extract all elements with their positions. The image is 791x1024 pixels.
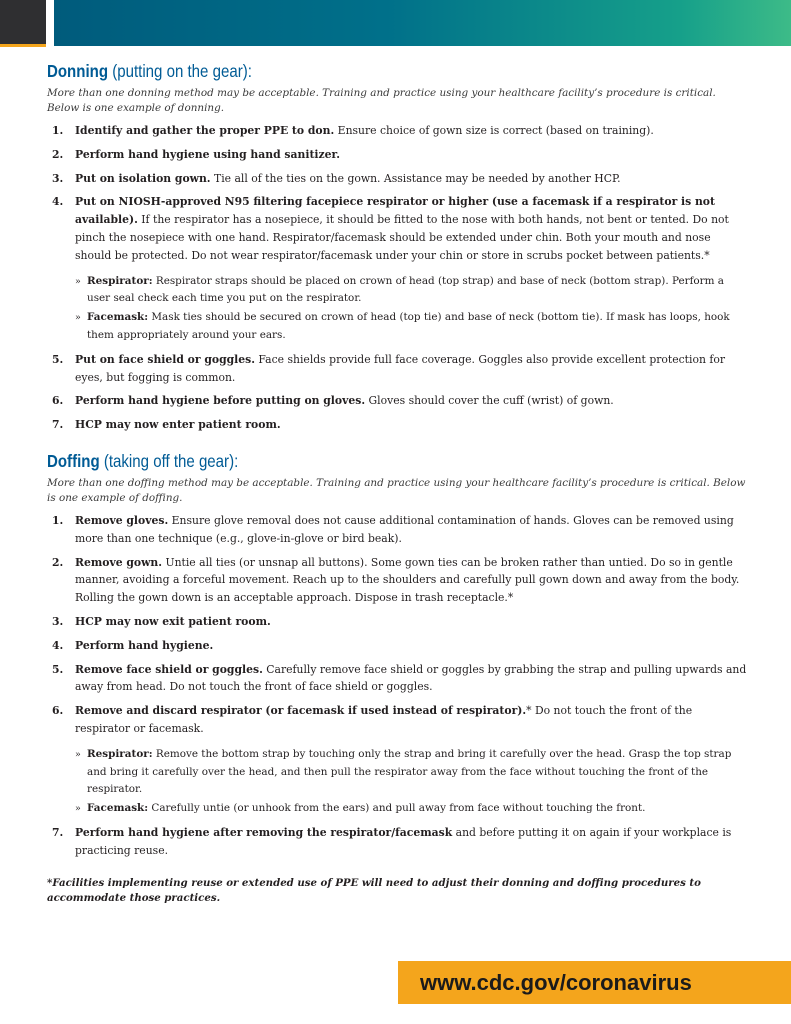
donning-title: Donning (47, 61, 109, 81)
doffing-step (47, 702, 747, 818)
step-title: Put on NIOSH-approved N95 filtering facepiece respirator or higher (use a facemask if a respirator is not available). (75, 195, 715, 227)
sub-bullet-marker: » (75, 275, 81, 287)
doffing-title: Doffing (47, 450, 100, 471)
section-gap (47, 440, 747, 450)
step-text: Tie all of the ties on the gown. Assistance may be needed by another HCP. (210, 171, 621, 185)
sub-bullet-text: Carefully untie (or unhook from the ears) and pull away from face without touching the front. (148, 802, 646, 815)
sub-bullet (75, 309, 747, 345)
step-title: Remove gown. (75, 555, 163, 569)
step-number: 5. (52, 352, 64, 366)
doffing-step (47, 824, 747, 860)
website-link[interactable]: www.cdc.gov/coronavirus (420, 970, 692, 995)
doffing-step (47, 637, 747, 655)
donning-step (47, 146, 747, 164)
sub-bullet-marker: » (75, 803, 81, 815)
doffing-step (47, 613, 747, 631)
header-accent-bar (0, 44, 46, 47)
step-text: and before putting it on again if your workplace is practicing reuse. (75, 825, 732, 857)
header-gradient-banner (54, 0, 791, 46)
sub-bullet-title: Facemask: (87, 802, 149, 815)
step-text: Untie all ties (or unsnap all buttons). Some gown ties can be broken rather than untied. Do so in gentle manner, avoiding a forceful movement. Reach up to the shoulders and carefully pull gown down and away from the body. Rolling the gown down is an acceptable approach. Dispose in trash receptacle.* (75, 555, 740, 605)
step-text: * Do not touch the front of the respirator or facemask. (75, 704, 693, 735)
step-number: 2. (52, 555, 64, 569)
step-title: Identify and gather the proper PPE to don. (75, 124, 335, 137)
step-text: Ensure glove removal does not cause additional contamination of hands. Gloves can be removed using more than one technique (e.g., glove-in-glove or bird beak). (75, 513, 734, 545)
donning-step (47, 392, 747, 410)
step-title: Perform hand hygiene using hand sanitizer. (75, 147, 340, 161)
sub-bullet-title: Facemask: (87, 311, 149, 324)
step-number: 7. (52, 418, 64, 432)
step-number: 1. (52, 124, 64, 137)
step-title: Perform hand hygiene. (75, 638, 214, 652)
step-text: If the respirator has a nosepiece, it should be fitted to the nose with both hands, not bent or tented. Do not pinch the nosepiece with one hand. Respirator/facemask should be extended under chin. Both your mouth and nose should be protected. Do not wear respirator/facemask under your chin or store in scrubs pocket between patients.* (75, 213, 729, 262)
donning-step (47, 170, 747, 188)
step-number: 5. (52, 662, 64, 676)
donning-step (47, 416, 747, 434)
step-title: HCP may now exit patient room. (75, 614, 271, 628)
donning-step (47, 122, 747, 140)
doffing-steps (47, 512, 747, 860)
doffing-step (47, 661, 747, 697)
sub-bullet-text: Respirator straps should be placed on crown of head (top strap) and base of neck (bottom strap). Perform a user seal check each time you put on the respirator. (87, 274, 725, 305)
sub-bullet-marker: » (75, 312, 81, 324)
donning-subtitle: (putting on the gear): (108, 61, 252, 81)
sub-bullet (75, 746, 747, 799)
step-number: 3. (52, 614, 64, 628)
footnote: *Facilities implementing reuse or extended use of PPE will need to adjust their donning and doffing procedures to accommodate those practices. (47, 876, 701, 904)
step-text: Carefully remove face shield or goggles by grabbing the strap and pulling upwards and away from head. Do not touch the front of face shield or goggles. (75, 662, 747, 694)
donning-step (47, 351, 747, 387)
document-body (47, 60, 747, 917)
step-text: Face shields provide full face coverage. Goggles also provide excellent protection for eyes, but fogging is common. (75, 352, 726, 384)
sub-bullet-marker: » (75, 748, 81, 760)
website-banner (398, 961, 791, 1004)
donning-steps (47, 122, 747, 434)
donning-intro: More than one donning method may be acceptable. Training and practice using your healthcare facility’s procedure is critical. Below is one example of donning. (47, 87, 716, 114)
step-title: HCP may now enter patient room. (75, 418, 281, 432)
doffing-step (47, 554, 747, 607)
sub-bullet-text: Mask ties should be secured on crown of head (top tie) and base of neck (bottom tie). If mask has loops, hook them appropriately around your ears. (87, 311, 730, 341)
sub-bullet (75, 273, 747, 309)
sub-bullets (75, 273, 747, 345)
doffing-subtitle: (taking off the gear): (99, 450, 239, 471)
step-number: 7. (52, 825, 64, 839)
step-number: 4. (52, 638, 64, 652)
sub-bullet (75, 800, 747, 818)
step-title: Perform hand hygiene after removing the respirator/facemask (75, 825, 453, 839)
sub-bullets (75, 746, 747, 818)
sub-bullet-text: Remove the bottom strap by touching only the strap and bring it carefully over the head. Grasp the top strap and bring it carefully over the head, and then pull the respirator away from the face without touching the front of the respirator. (87, 747, 732, 796)
donning-heading (47, 60, 649, 82)
step-number: 3. (52, 171, 64, 185)
donning-step (47, 193, 747, 344)
doffing-step (47, 512, 747, 548)
step-title: Remove and discard respirator (or facemask if used instead of respirator). (75, 704, 527, 718)
step-title: Put on face shield or goggles. (75, 352, 255, 366)
step-number: 1. (52, 513, 64, 527)
step-title: Put on isolation gown. (75, 171, 211, 185)
step-number: 6. (52, 704, 64, 718)
header-dark-block (0, 0, 46, 44)
step-title: Remove gloves. (75, 513, 169, 527)
step-text: Gloves should cover the cuff (wrist) of gown. (365, 394, 614, 408)
step-number: 6. (52, 394, 64, 408)
sub-bullet-title: Respirator: (87, 747, 153, 760)
doffing-intro: More than one doffing method may be acceptable. Training and practice using your healthcare facility’s procedure is critical. Below is one example of doffing. (47, 476, 746, 504)
step-title: Perform hand hygiene before putting on gloves. (75, 394, 366, 408)
step-number: 4. (52, 195, 64, 209)
step-text: Ensure choice of gown size is correct (based on training). (334, 124, 654, 137)
step-number: 2. (52, 147, 64, 161)
sub-bullet-title: Respirator: (87, 274, 153, 287)
step-title: Remove face shield or goggles. (75, 662, 263, 676)
doffing-heading (47, 450, 649, 472)
